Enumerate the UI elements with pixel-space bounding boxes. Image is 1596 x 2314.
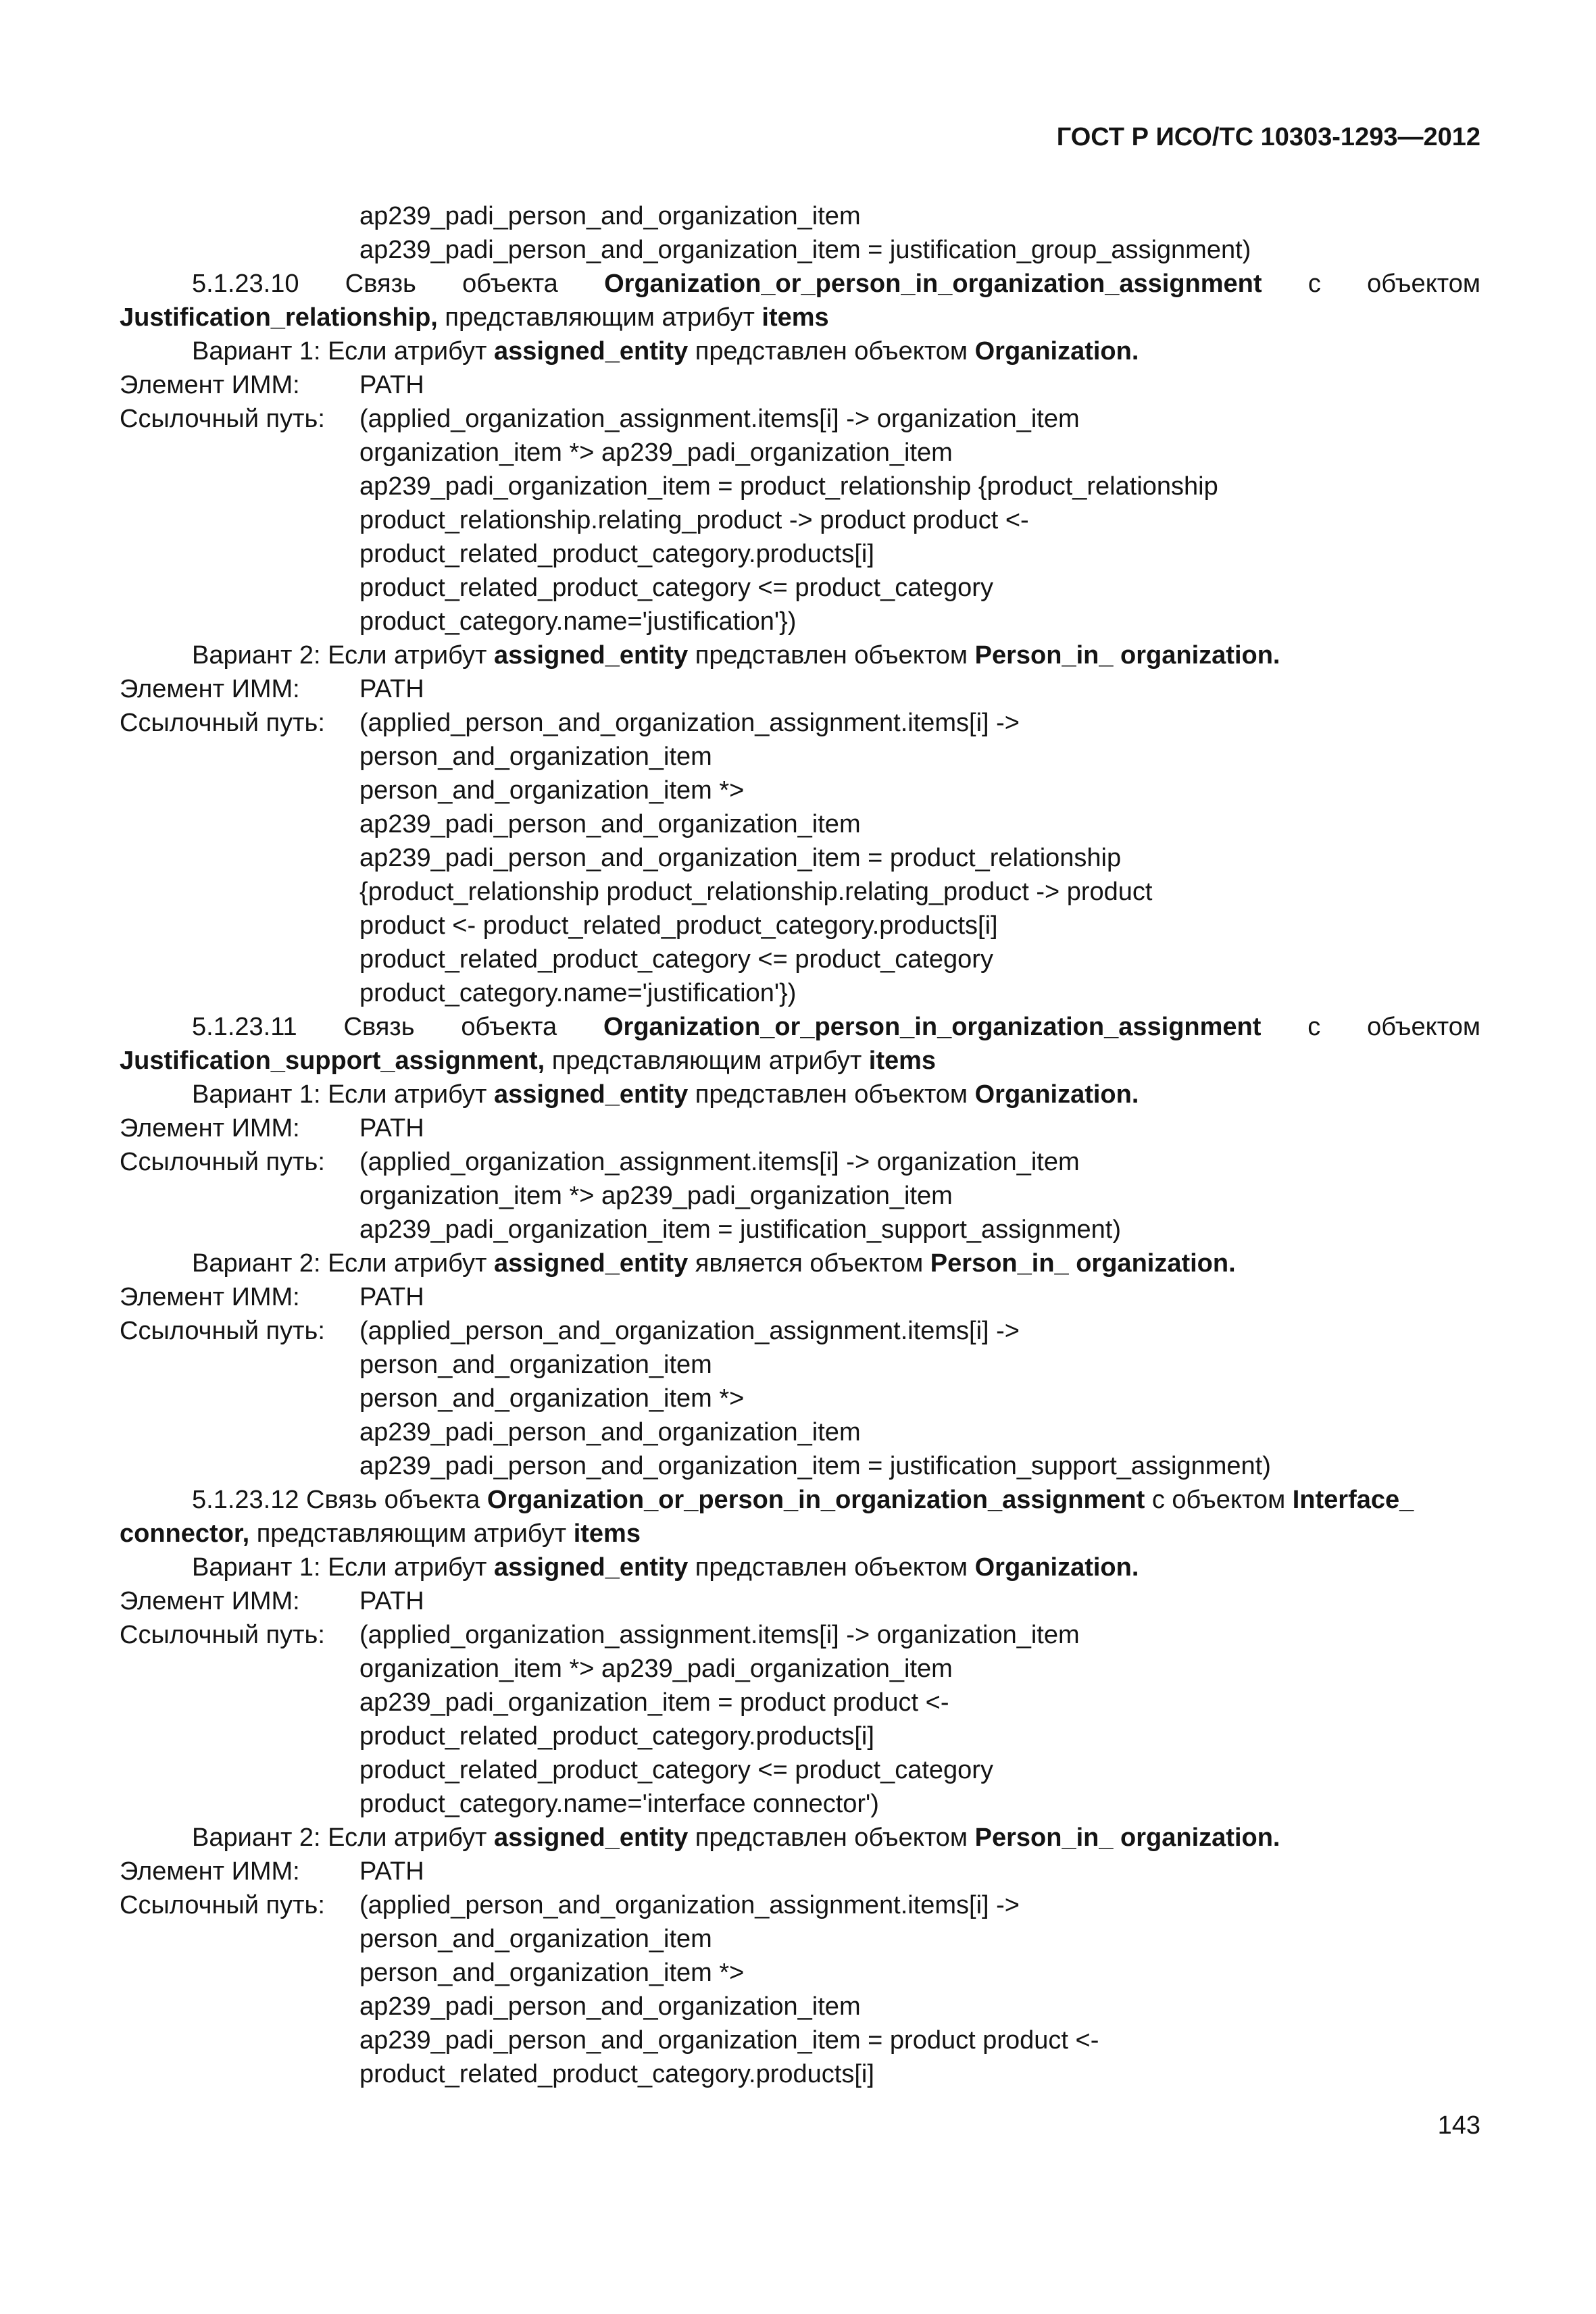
section-heading-5-1-23-11 (120, 1010, 1480, 1044)
variant-text: представлен объектом (688, 1553, 975, 1582)
variant-text: является объектом (688, 1249, 930, 1278)
section-heading-continuation (120, 1044, 1480, 1078)
variant-line (120, 334, 1480, 368)
text-line-content: ap239_padi_person_and_organization_item (359, 202, 861, 230)
object-name: Person_in_ organization. (974, 641, 1280, 670)
related-entity-name: connector, (120, 1519, 250, 1548)
section-heading-5-1-23-12 (120, 1483, 1480, 1517)
variant-text: Вариант 2: Если атрибут (192, 641, 495, 670)
reference-path-line: person_and_organization_item *> (359, 1959, 745, 1987)
reference-path-label: Ссылочный путь: (120, 1148, 325, 1176)
variant-line (120, 638, 1480, 672)
object-name: Organization. (974, 337, 1139, 366)
variant-line (120, 1551, 1480, 1584)
arm-element-value: PATH (359, 675, 424, 703)
variant-line (120, 1078, 1480, 1111)
heading-word: объектом (1367, 270, 1480, 298)
reference-path-line: {product_relationship product_relationship.relating_product -> product (359, 878, 1153, 906)
section-heading-continuation (120, 301, 1480, 334)
reference-path-line: person_and_organization_item (359, 743, 712, 771)
heading-word: объекта (462, 270, 558, 298)
reference-path-line: product_related_product_category <= product_category (359, 574, 993, 602)
attribute-name: assigned_entity (494, 1823, 689, 1852)
reference-path-line: product_relationship.relating_product -> product product <- (359, 506, 1029, 534)
variant-text: Вариант 2: Если атрибут (192, 1823, 495, 1852)
reference-path-line: (applied_person_and_organization_assignment.items[i] -> (359, 1317, 1020, 1345)
reference-path-line: product_related_product_category.products[i] (359, 1722, 874, 1751)
reference-path-row (120, 402, 1480, 436)
arm-element-value: PATH (359, 1283, 424, 1311)
variant-line (120, 1247, 1480, 1280)
heading-word: Связь (345, 270, 416, 298)
reference-path-row (120, 1145, 1480, 1179)
section-heading-5-1-23-10 (120, 267, 1480, 301)
entity-name: Organization_or_person_in_organization_assignment (487, 1486, 1145, 1514)
arm-element-row (120, 1855, 1480, 1888)
variant-line (120, 1821, 1480, 1855)
attribute-name: assigned_entity (494, 1080, 689, 1109)
page-number: 143 (1437, 2111, 1480, 2140)
section-number: 5.1.23.11 (192, 1013, 297, 1041)
reference-path-line: (applied_organization_assignment.items[i] -> organization_item (359, 405, 1080, 433)
reference-path-row (120, 1618, 1480, 1652)
reference-path-row (120, 1314, 1480, 1348)
reference-path-line: ap239_padi_person_and_organization_item (359, 1992, 861, 2021)
reference-path-label: Ссылочный путь: (120, 709, 325, 737)
section-number: 5.1.23.10 (192, 270, 299, 298)
reference-path-label: Ссылочный путь: (120, 1621, 325, 1649)
arm-element-value: PATH (359, 1587, 424, 1615)
section-heading-continuation (120, 1517, 1480, 1551)
arm-element-row (120, 1584, 1480, 1618)
reference-path-line: ap239_padi_organization_item = product product <- (359, 1688, 949, 1717)
related-entity-name: Justification_relationship, (120, 303, 438, 332)
reference-path-line: product_related_product_category <= product_category (359, 945, 993, 974)
heading-word: с (1307, 270, 1321, 298)
related-entity-name: Interface_ (1292, 1486, 1414, 1514)
text-line (120, 199, 1480, 233)
arm-element-row (120, 368, 1480, 402)
reference-path-line: (applied_person_and_organization_assignment.items[i] -> (359, 709, 1020, 737)
reference-path-row (120, 706, 1480, 740)
reference-path-line: product_category.name='justification'}) (359, 979, 797, 1007)
heading-word: Связь (343, 1013, 415, 1041)
reference-path-label: Ссылочный путь: (120, 405, 325, 433)
section-number: 5.1.23.12 (192, 1486, 299, 1514)
heading-word: объекта (461, 1013, 557, 1041)
object-name: Person_in_ organization. (974, 1823, 1280, 1852)
arm-element-label: Элемент ИММ: (120, 1283, 300, 1311)
variant-text: Вариант 1: Если атрибут (192, 337, 495, 366)
entity-name: Organization_or_person_in_organization_assignment (603, 1013, 1262, 1041)
reference-path-line: ap239_padi_organization_item = justification_support_assignment) (359, 1215, 1122, 1244)
variant-text: Вариант 1: Если атрибут (192, 1553, 495, 1582)
page-header-standard-number: ГОСТ Р ИСО/ТС 10303-1293—2012 (1056, 123, 1480, 151)
heading-word: объектом (1367, 1013, 1480, 1041)
reference-path-line: product_category.name='justification'}) (359, 607, 797, 636)
related-entity-name: Justification_support_assignment, (120, 1047, 545, 1075)
reference-path-line: product_category.name='interface connector') (359, 1790, 879, 1818)
reference-path-line: person_and_organization_item (359, 1351, 712, 1379)
variant-text: Вариант 1: Если атрибут (192, 1080, 495, 1109)
heading-text: представляющим атрибут (437, 303, 762, 332)
attribute-name: items (868, 1047, 937, 1075)
text-line-content: ap239_padi_person_and_organization_item = justification_group_assignment) (359, 236, 1251, 264)
object-name: Organization. (974, 1553, 1139, 1582)
heading-text: с объектом (1145, 1486, 1293, 1514)
arm-element-label: Элемент ИММ: (120, 1587, 300, 1615)
attribute-name: assigned_entity (494, 1553, 689, 1582)
variant-text: Вариант 2: Если атрибут (192, 1249, 495, 1278)
reference-path-line: person_and_organization_item *> (359, 776, 745, 805)
reference-path-line: person_and_organization_item *> (359, 1384, 745, 1413)
text-line (120, 233, 1480, 267)
attribute-name: assigned_entity (494, 337, 689, 366)
arm-element-label: Элемент ИММ: (120, 675, 300, 703)
arm-element-value: PATH (359, 1114, 424, 1142)
reference-path-line: product_related_product_category.products[i] (359, 2060, 874, 2088)
arm-element-row (120, 1280, 1480, 1314)
arm-element-row (120, 1111, 1480, 1145)
reference-path-line: (applied_person_and_organization_assignment.items[i] -> (359, 1891, 1020, 1919)
arm-element-label: Элемент ИММ: (120, 1857, 300, 1886)
variant-text: представлен объектом (688, 1080, 975, 1109)
reference-path-line: product_related_product_category <= product_category (359, 1756, 993, 1784)
reference-path-line: person_and_organization_item (359, 1925, 712, 1953)
reference-path-line: product_related_product_category.products[i] (359, 540, 874, 568)
attribute-name: items (762, 303, 829, 332)
arm-element-label: Элемент ИММ: (120, 371, 300, 399)
arm-element-value: PATH (359, 1857, 424, 1886)
heading-text: Связь объекта (299, 1486, 487, 1514)
document-body (120, 199, 1480, 2091)
reference-path-line: ap239_padi_person_and_organization_item (359, 1418, 861, 1447)
attribute-name: items (573, 1519, 641, 1548)
reference-path-line: organization_item *> ap239_padi_organization_item (359, 1655, 953, 1683)
heading-word: с (1307, 1013, 1321, 1041)
arm-element-label: Элемент ИММ: (120, 1114, 300, 1142)
attribute-name: assigned_entity (494, 1249, 689, 1278)
attribute-name: assigned_entity (494, 641, 689, 670)
reference-path-line: product <- product_related_product_category.products[i] (359, 911, 998, 940)
reference-path-line: organization_item *> ap239_padi_organization_item (359, 1182, 953, 1210)
arm-element-value: PATH (359, 371, 424, 399)
reference-path-line: ap239_padi_person_and_organization_item (359, 810, 861, 838)
reference-path-line: (applied_organization_assignment.items[i] -> organization_item (359, 1621, 1080, 1649)
heading-text: представляющим атрибут (545, 1047, 869, 1075)
variant-text: представлен объектом (688, 337, 975, 366)
entity-name: Organization_or_person_in_organization_assignment (604, 270, 1262, 298)
variant-text: представлен объектом (688, 1823, 975, 1852)
reference-path-line: ap239_padi_organization_item = product_relationship {product_relationship (359, 472, 1218, 501)
object-name: Organization. (974, 1080, 1139, 1109)
heading-text: представляющим атрибут (249, 1519, 574, 1548)
reference-path-label: Ссылочный путь: (120, 1317, 325, 1345)
reference-path-line: ap239_padi_person_and_organization_item = justification_support_assignment) (359, 1452, 1271, 1480)
object-name: Person_in_ organization. (930, 1249, 1236, 1278)
reference-path-line: (applied_organization_assignment.items[i] -> organization_item (359, 1148, 1080, 1176)
reference-path-line: organization_item *> ap239_padi_organization_item (359, 438, 953, 467)
reference-path-line: ap239_padi_person_and_organization_item = product_relationship (359, 844, 1122, 872)
variant-text: представлен объектом (688, 641, 975, 670)
reference-path-row (120, 1888, 1480, 1922)
arm-element-row (120, 672, 1480, 706)
reference-path-label: Ссылочный путь: (120, 1891, 325, 1919)
reference-path-line: ap239_padi_person_and_organization_item = product product <- (359, 2026, 1099, 2055)
